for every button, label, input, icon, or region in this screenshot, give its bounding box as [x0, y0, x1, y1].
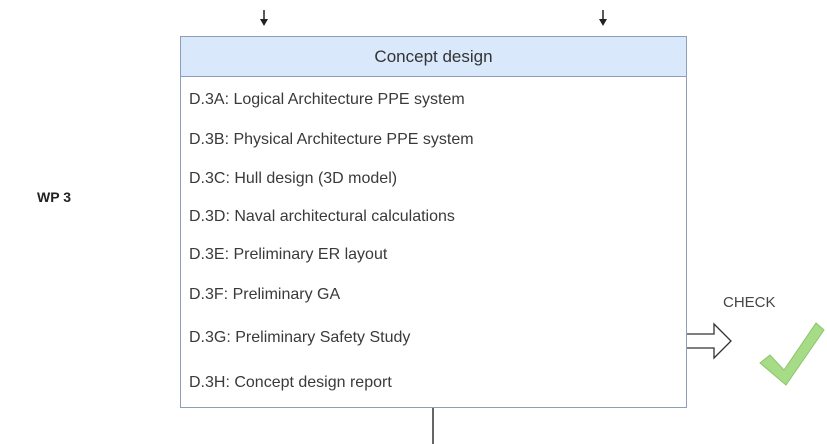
- incoming-arrow-left: [260, 10, 268, 26]
- deliverable-d3g: D.3G: Preliminary Safety Study: [189, 329, 411, 346]
- workpackage-label: WP 3: [37, 189, 71, 205]
- check-label: CHECK: [723, 294, 776, 311]
- deliverable-d3d: D.3D: Naval architectural calculations: [189, 208, 455, 225]
- deliverable-d3f: D.3F: Preliminary GA: [189, 286, 341, 303]
- concept-design-box: [180, 36, 687, 408]
- deliverable-d3c: D.3C: Hull design (3D model): [189, 170, 398, 187]
- deliverable-d3e: D.3E: Preliminary ER layout: [189, 246, 388, 263]
- concept-design-title: Concept design: [181, 37, 686, 77]
- incoming-arrow-right: [599, 10, 607, 26]
- deliverable-d3b: D.3B: Physical Architecture PPE system: [189, 131, 474, 148]
- checkmark-icon: [760, 323, 824, 385]
- deliverable-d3a: D.3A: Logical Architecture PPE system: [189, 91, 465, 108]
- deliverable-d3h: D.3H: Concept design report: [189, 374, 392, 391]
